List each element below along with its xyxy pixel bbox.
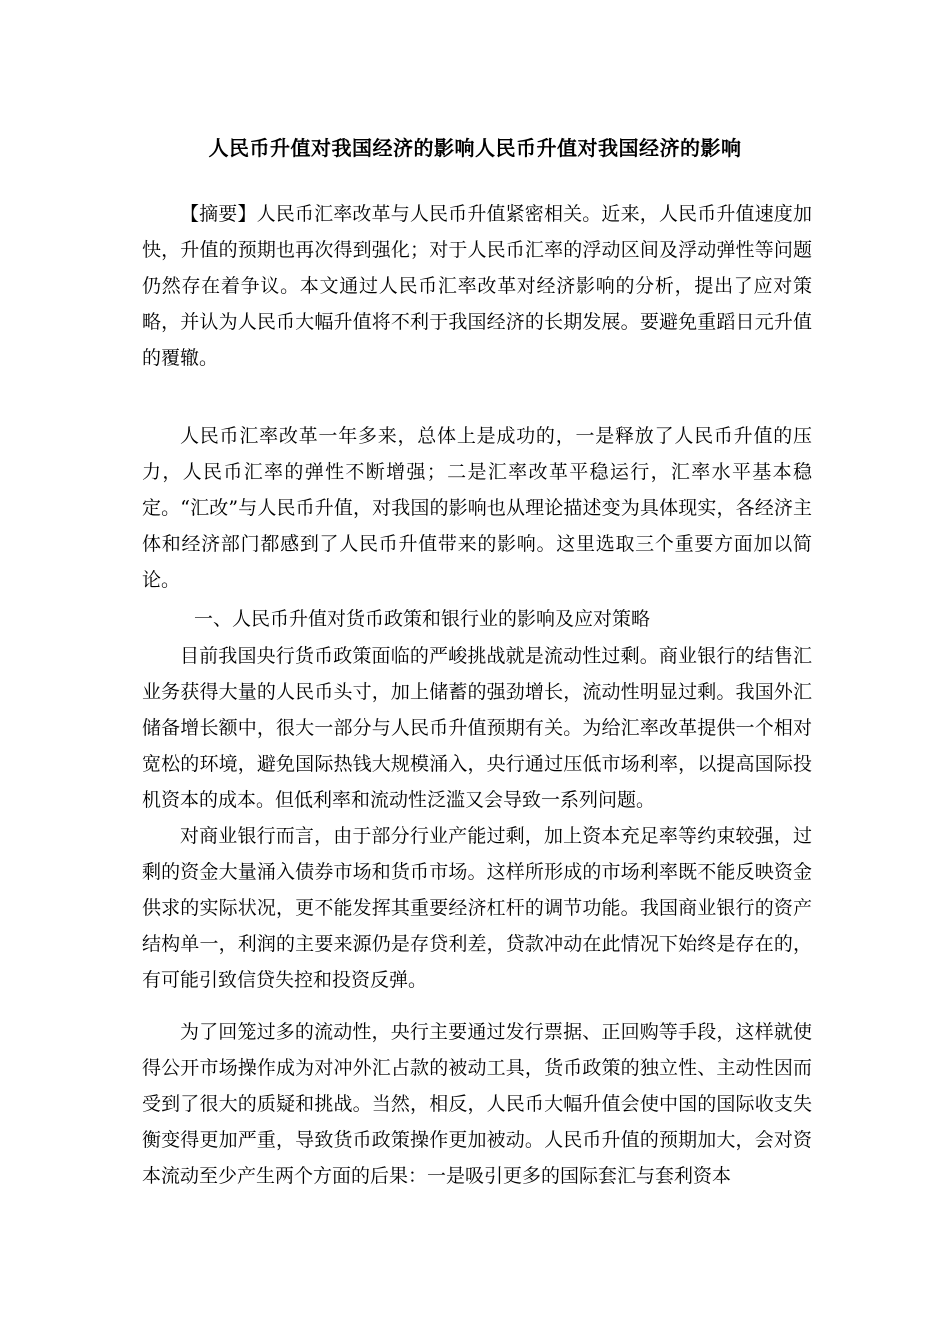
document-title: 人民币升值对我国经济的影响人民币升值对我国经济的影响 — [208, 136, 742, 161]
section-heading: 一、人民币升值对货币政策和银行业的影响及应对策略 — [194, 608, 651, 630]
body-paragraph-3: 对商业银行而言，由于部分行业产能过剩，加上资本充足率等约束较强，过剩的资金大量涌入债券市场和货币市场。这样所形成的市场利率既不能反映资金供求的实际状况，更不能发挥其重要经济杠杆的调节功能。我国商业银行的资产结构单一，利润的主要来源仍是存贷利差，贷款冲动在此情况下始终是存在的，有可能引致信贷失控和投资反弹。 — [142, 825, 812, 991]
body-paragraph-2: 目前我国央行货币政策面临的严峻挑战就是流动性过剩。商业银行的结售汇业务获得大量的人民币头寸，加上储蓄的强劲增长，流动性明显过剩。我国外汇储备增长额中，很大一部分与人民币升值预期有关。为给汇率改革提供一个相对宽松的环境，避免国际热钱大规模涌入，央行通过压低市场利率，以提高国际投机资本的成本。但低利率和流动性泛滥又会导致一系列问题。 — [142, 645, 812, 811]
body-paragraph-4: 为了回笼过多的流动性，央行主要通过发行票据、正回购等手段，这样就使得公开市场操作成为对冲外汇占款的被动工具，货币政策的独立性、主动性因而受到了很大的质疑和挑战。当然，相反，人民币大幅升值会使中国的国际收支失衡变得更加严重，导致货币政策操作更加被动。人民币升值的预期加大，会对资本流动至少产生两个方面的后果：一是吸引更多的国际套汇与套利资本 — [142, 1021, 812, 1187]
intro-paragraph: 人民币汇率改革一年多来，总体上是成功的，一是释放了人民币升值的压力，人民币汇率的弹性不断增强；二是汇率改革平稳运行，汇率水平基本稳定。“汇改”与人民币升值，对我国的影响也从理论描述变为具体现实，各经济主体和经济部门都感到了人民币升值带来的影响。这里选取三个重要方面加以简论。 — [142, 425, 812, 591]
abstract-paragraph: 【摘要】人民币汇率改革与人民币升值紧密相关。近来，人民币升值速度加快，升值的预期也再次得到强化；对于人民币汇率的浮动区间及浮动弹性等问题仍然存在着争议。本文通过人民币汇率改革对经济影响的分析，提出了应对策略，并认为人民币大幅升值将不利于我国经济的长期发展。要避免重蹈日元升值的覆辙。 — [142, 203, 812, 369]
